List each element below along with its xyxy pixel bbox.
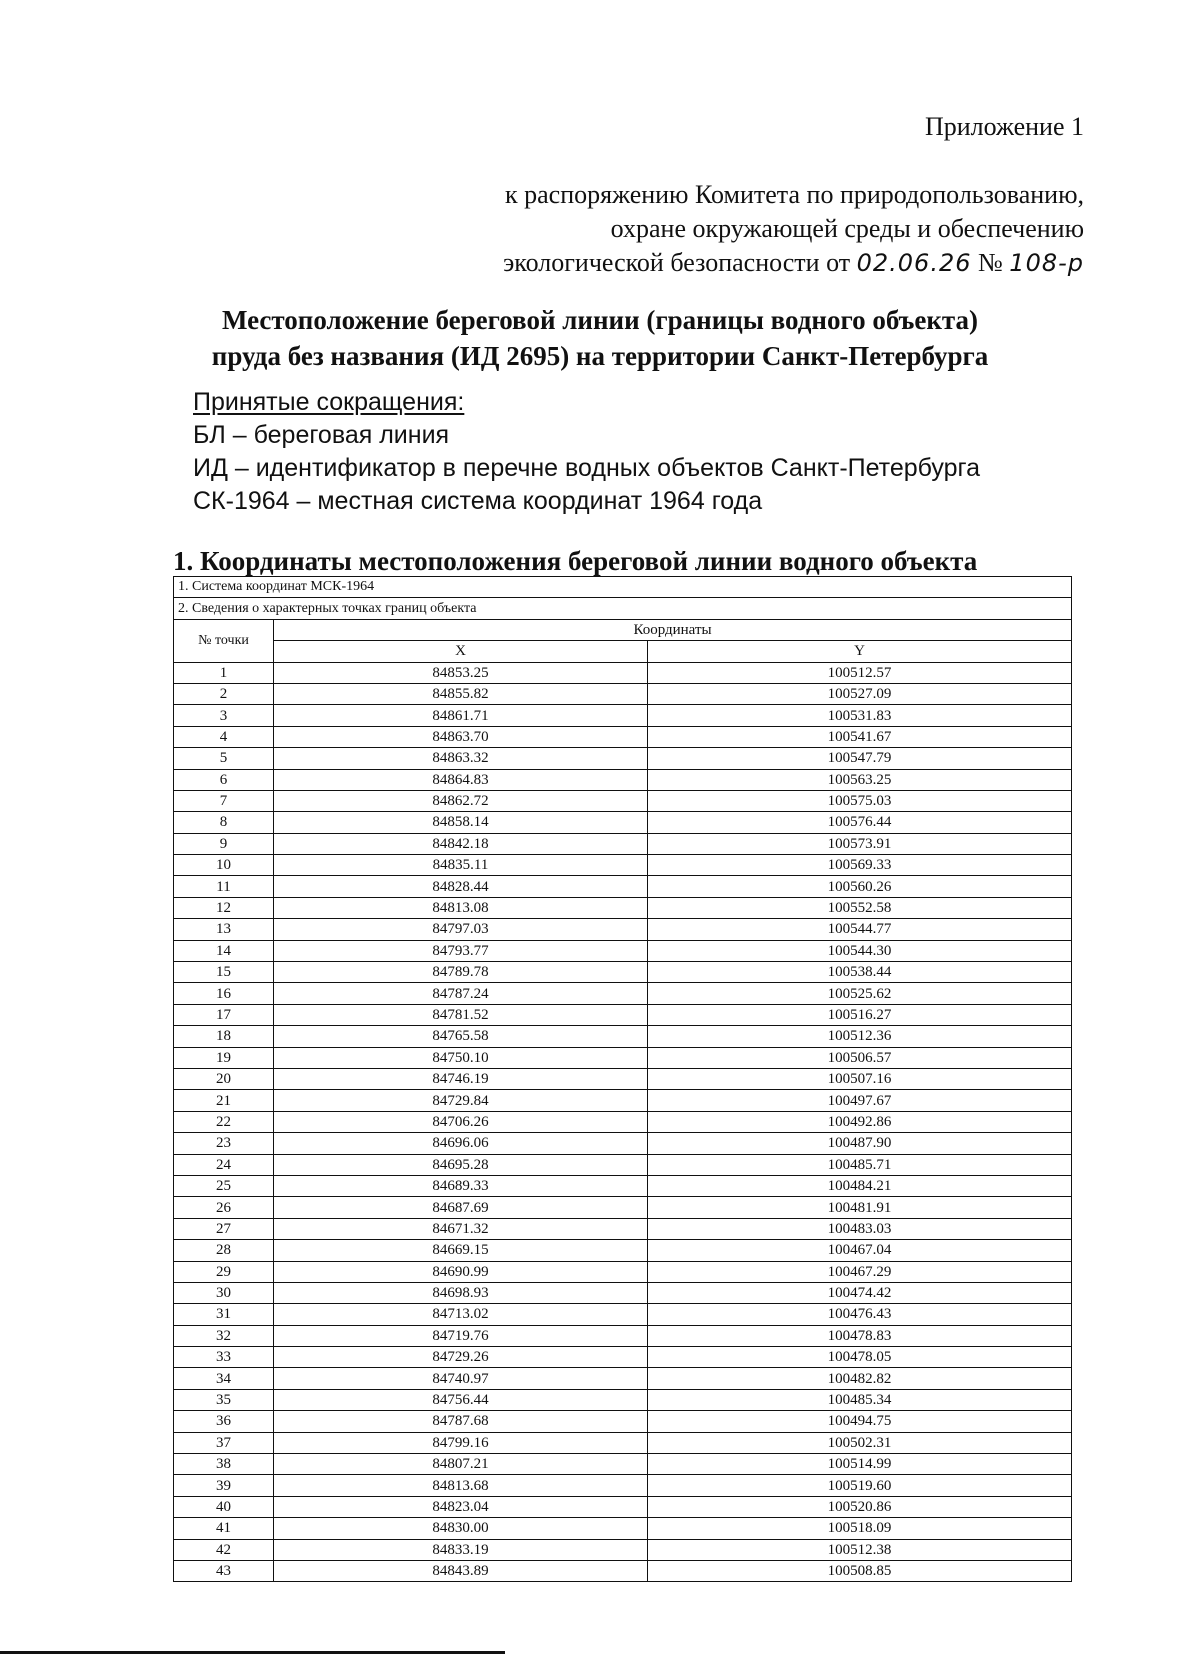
column-header-coordinates: Координаты <box>274 619 1072 640</box>
table-row <box>174 769 1072 790</box>
table-row <box>174 1304 1072 1325</box>
table-subheader-row <box>174 641 1072 662</box>
column-header-point-no: № точки <box>174 619 274 662</box>
x-coordinate-cell: 84669.15 <box>274 1240 648 1261</box>
x-coordinate-cell: 84706.26 <box>274 1111 648 1132</box>
coordinates-table <box>173 576 1072 1582</box>
x-coordinate-cell: 84719.76 <box>274 1325 648 1346</box>
y-coordinate-cell: 100552.58 <box>648 897 1072 918</box>
point-number-cell: 23 <box>174 1133 274 1154</box>
table-header-row <box>174 619 1072 640</box>
table-row <box>174 748 1072 769</box>
x-coordinate-cell: 84765.58 <box>274 1026 648 1047</box>
point-number-cell: 32 <box>174 1325 274 1346</box>
table-row <box>174 1325 1072 1346</box>
handwritten-order-number: 108-р <box>1009 249 1084 277</box>
table-system-row <box>174 577 1072 598</box>
point-number-cell: 13 <box>174 919 274 940</box>
point-number-cell: 35 <box>174 1389 274 1410</box>
table-row <box>174 876 1072 897</box>
table-row <box>174 1518 1072 1539</box>
point-number-cell: 9 <box>174 833 274 854</box>
point-number-cell: 18 <box>174 1026 274 1047</box>
y-coordinate-cell: 100514.99 <box>648 1454 1072 1475</box>
table-row <box>174 983 1072 1004</box>
y-coordinate-cell: 100508.85 <box>648 1560 1072 1581</box>
y-coordinate-cell: 100482.82 <box>648 1368 1072 1389</box>
x-coordinate-cell: 84813.08 <box>274 897 648 918</box>
y-coordinate-cell: 100476.43 <box>648 1304 1072 1325</box>
y-coordinate-cell: 100492.86 <box>648 1111 1072 1132</box>
abbreviation-item: ИД – идентификатор в перечне водных объектов Санкт-Петербурга <box>193 454 981 482</box>
point-number-cell: 21 <box>174 1090 274 1111</box>
order-reference <box>503 178 1084 280</box>
x-coordinate-cell: 84830.00 <box>274 1518 648 1539</box>
point-number-cell: 7 <box>174 790 274 811</box>
point-number-cell: 37 <box>174 1432 274 1453</box>
y-coordinate-cell: 100569.33 <box>648 855 1072 876</box>
y-coordinate-cell: 100485.71 <box>648 1154 1072 1175</box>
point-number-cell: 11 <box>174 876 274 897</box>
table-row <box>174 1218 1072 1239</box>
y-coordinate-cell: 100560.26 <box>648 876 1072 897</box>
point-number-cell: 25 <box>174 1175 274 1196</box>
y-coordinate-cell: 100481.91 <box>648 1197 1072 1218</box>
point-number-cell: 38 <box>174 1454 274 1475</box>
x-coordinate-cell: 84843.89 <box>274 1560 648 1581</box>
y-coordinate-cell: 100573.91 <box>648 833 1072 854</box>
x-coordinate-cell: 84835.11 <box>274 855 648 876</box>
table-row <box>174 1282 1072 1303</box>
appendix-title: Приложение 1 <box>924 112 1084 141</box>
document-title <box>0 302 1200 374</box>
x-coordinate-cell: 84813.68 <box>274 1475 648 1496</box>
point-number-cell: 34 <box>174 1368 274 1389</box>
point-number-cell: 29 <box>174 1261 274 1282</box>
x-coordinate-cell: 84863.70 <box>274 726 648 747</box>
table-row <box>174 662 1072 683</box>
point-number-cell: 42 <box>174 1539 274 1560</box>
x-coordinate-cell: 84861.71 <box>274 705 648 726</box>
y-coordinate-cell: 100474.42 <box>648 1282 1072 1303</box>
y-coordinate-cell: 100494.75 <box>648 1411 1072 1432</box>
abbreviation-item: БЛ – береговая линия <box>193 421 450 449</box>
y-coordinate-cell: 100497.67 <box>648 1090 1072 1111</box>
abbreviations-block <box>193 386 980 518</box>
point-number-cell: 10 <box>174 855 274 876</box>
y-coordinate-cell: 100576.44 <box>648 812 1072 833</box>
point-number-cell: 4 <box>174 726 274 747</box>
point-number-cell: 30 <box>174 1282 274 1303</box>
table-row <box>174 1154 1072 1175</box>
column-header-x: X <box>274 641 648 662</box>
table-row <box>174 812 1072 833</box>
order-line-2: охране окружающей среды и обеспечению <box>610 214 1084 243</box>
x-coordinate-cell: 84797.03 <box>274 919 648 940</box>
point-number-cell: 15 <box>174 962 274 983</box>
y-coordinate-cell: 100575.03 <box>648 790 1072 811</box>
table-row <box>174 940 1072 961</box>
point-number-cell: 27 <box>174 1218 274 1239</box>
point-number-cell: 2 <box>174 683 274 704</box>
y-coordinate-cell: 100538.44 <box>648 962 1072 983</box>
table-row <box>174 919 1072 940</box>
y-coordinate-cell: 100518.09 <box>648 1518 1072 1539</box>
order-line-3 <box>503 246 1084 280</box>
point-number-cell: 22 <box>174 1111 274 1132</box>
x-coordinate-cell: 84750.10 <box>274 1047 648 1068</box>
y-coordinate-cell: 100484.21 <box>648 1175 1072 1196</box>
x-coordinate-cell: 84696.06 <box>274 1133 648 1154</box>
y-coordinate-cell: 100519.60 <box>648 1475 1072 1496</box>
point-number-cell: 3 <box>174 705 274 726</box>
table-row <box>174 1090 1072 1111</box>
point-number-cell: 33 <box>174 1347 274 1368</box>
x-coordinate-cell: 84863.32 <box>274 748 648 769</box>
table-row <box>174 1560 1072 1581</box>
x-coordinate-cell: 84729.26 <box>274 1347 648 1368</box>
x-coordinate-cell: 84671.32 <box>274 1218 648 1239</box>
point-number-cell: 39 <box>174 1475 274 1496</box>
x-coordinate-cell: 84695.28 <box>274 1154 648 1175</box>
y-coordinate-cell: 100525.62 <box>648 983 1072 1004</box>
table-row <box>174 1432 1072 1453</box>
table-row <box>174 1047 1072 1068</box>
point-number-cell: 14 <box>174 940 274 961</box>
point-number-cell: 36 <box>174 1411 274 1432</box>
y-coordinate-cell: 100531.83 <box>648 705 1072 726</box>
x-coordinate-cell: 84793.77 <box>274 940 648 961</box>
y-coordinate-cell: 100487.90 <box>648 1133 1072 1154</box>
y-coordinate-cell: 100478.83 <box>648 1325 1072 1346</box>
table-row <box>174 1368 1072 1389</box>
point-number-cell: 24 <box>174 1154 274 1175</box>
x-coordinate-cell: 84689.33 <box>274 1175 648 1196</box>
x-coordinate-cell: 84828.44 <box>274 876 648 897</box>
x-coordinate-cell: 84781.52 <box>274 1004 648 1025</box>
x-coordinate-cell: 84833.19 <box>274 1539 648 1560</box>
x-coordinate-cell: 84858.14 <box>274 812 648 833</box>
table-row <box>174 1496 1072 1517</box>
document-title-line-2: пруда без названия (ИД 2695) на территории Санкт-Петербурга <box>211 341 989 371</box>
x-coordinate-cell: 84823.04 <box>274 1496 648 1517</box>
point-number-cell: 43 <box>174 1560 274 1581</box>
x-coordinate-cell: 84787.68 <box>274 1411 648 1432</box>
table-row <box>174 1004 1072 1025</box>
footer-rule <box>0 1651 505 1654</box>
x-coordinate-cell: 84862.72 <box>274 790 648 811</box>
table-row <box>174 855 1072 876</box>
table-row <box>174 1175 1072 1196</box>
y-coordinate-cell: 100507.16 <box>648 1068 1072 1089</box>
point-number-cell: 6 <box>174 769 274 790</box>
x-coordinate-cell: 84842.18 <box>274 833 648 854</box>
x-coordinate-cell: 84853.25 <box>274 662 648 683</box>
y-coordinate-cell: 100512.38 <box>648 1539 1072 1560</box>
y-coordinate-cell: 100485.34 <box>648 1389 1072 1410</box>
table-info-row <box>174 598 1072 619</box>
section-title: 1. Координаты местоположения береговой линии водного объекта <box>173 546 978 576</box>
y-coordinate-cell: 100541.67 <box>648 726 1072 747</box>
y-coordinate-cell: 100483.03 <box>648 1218 1072 1239</box>
table-row <box>174 705 1072 726</box>
column-header-y: Y <box>648 641 1072 662</box>
table-row <box>174 1133 1072 1154</box>
table-row <box>174 1240 1072 1261</box>
y-coordinate-cell: 100527.09 <box>648 683 1072 704</box>
table-row <box>174 897 1072 918</box>
table-row <box>174 726 1072 747</box>
table-row <box>174 1026 1072 1047</box>
y-coordinate-cell: 100467.29 <box>648 1261 1072 1282</box>
abbreviation-item: СК-1964 – местная система координат 1964 года <box>193 487 763 515</box>
y-coordinate-cell: 100516.27 <box>648 1004 1072 1025</box>
order-line-1: к распоряжению Комитета по природопользованию, <box>504 180 1084 209</box>
point-number-cell: 28 <box>174 1240 274 1261</box>
abbreviations-heading: Принятые сокращения: <box>193 388 465 416</box>
x-coordinate-cell: 84756.44 <box>274 1389 648 1410</box>
y-coordinate-cell: 100506.57 <box>648 1047 1072 1068</box>
x-coordinate-cell: 84807.21 <box>274 1454 648 1475</box>
table-row <box>174 683 1072 704</box>
x-coordinate-cell: 84787.24 <box>274 983 648 1004</box>
table-row <box>174 1475 1072 1496</box>
x-coordinate-cell: 84799.16 <box>274 1432 648 1453</box>
y-coordinate-cell: 100512.57 <box>648 662 1072 683</box>
coordinate-system-cell: 1. Система координат МСК-1964 <box>174 577 1072 598</box>
number-sign: № <box>977 248 1003 277</box>
y-coordinate-cell: 100467.04 <box>648 1240 1072 1261</box>
table-row <box>174 962 1072 983</box>
table-row <box>174 1539 1072 1560</box>
table-row <box>174 1261 1072 1282</box>
point-number-cell: 26 <box>174 1197 274 1218</box>
table-row <box>174 1197 1072 1218</box>
x-coordinate-cell: 84740.97 <box>274 1368 648 1389</box>
table-row <box>174 833 1072 854</box>
y-coordinate-cell: 100520.86 <box>648 1496 1072 1517</box>
point-number-cell: 8 <box>174 812 274 833</box>
x-coordinate-cell: 84729.84 <box>274 1090 648 1111</box>
table-row <box>174 790 1072 811</box>
x-coordinate-cell: 84855.82 <box>274 683 648 704</box>
y-coordinate-cell: 100544.30 <box>648 940 1072 961</box>
point-number-cell: 40 <box>174 1496 274 1517</box>
table-row <box>174 1111 1072 1132</box>
point-number-cell: 1 <box>174 662 274 683</box>
document-title-line-1: Местоположение береговой линии (границы водного объекта) <box>221 305 979 335</box>
point-number-cell: 31 <box>174 1304 274 1325</box>
y-coordinate-cell: 100502.31 <box>648 1432 1072 1453</box>
point-number-cell: 12 <box>174 897 274 918</box>
table-row <box>174 1347 1072 1368</box>
x-coordinate-cell: 84789.78 <box>274 962 648 983</box>
point-number-cell: 20 <box>174 1068 274 1089</box>
handwritten-date: 02.06.26 <box>856 249 972 277</box>
y-coordinate-cell: 100478.05 <box>648 1347 1072 1368</box>
table-row <box>174 1411 1072 1432</box>
order-line-3-prefix: экологической безопасности от <box>503 248 851 277</box>
table-row <box>174 1454 1072 1475</box>
x-coordinate-cell: 84698.93 <box>274 1282 648 1303</box>
y-coordinate-cell: 100563.25 <box>648 769 1072 790</box>
x-coordinate-cell: 84746.19 <box>274 1068 648 1089</box>
points-info-cell: 2. Сведения о характерных точках границ объекта <box>174 598 1072 619</box>
y-coordinate-cell: 100547.79 <box>648 748 1072 769</box>
point-number-cell: 19 <box>174 1047 274 1068</box>
table-row <box>174 1068 1072 1089</box>
table-row <box>174 1389 1072 1410</box>
point-number-cell: 17 <box>174 1004 274 1025</box>
x-coordinate-cell: 84687.69 <box>274 1197 648 1218</box>
x-coordinate-cell: 84864.83 <box>274 769 648 790</box>
point-number-cell: 16 <box>174 983 274 1004</box>
x-coordinate-cell: 84713.02 <box>274 1304 648 1325</box>
point-number-cell: 5 <box>174 748 274 769</box>
y-coordinate-cell: 100544.77 <box>648 919 1072 940</box>
y-coordinate-cell: 100512.36 <box>648 1026 1072 1047</box>
x-coordinate-cell: 84690.99 <box>274 1261 648 1282</box>
point-number-cell: 41 <box>174 1518 274 1539</box>
